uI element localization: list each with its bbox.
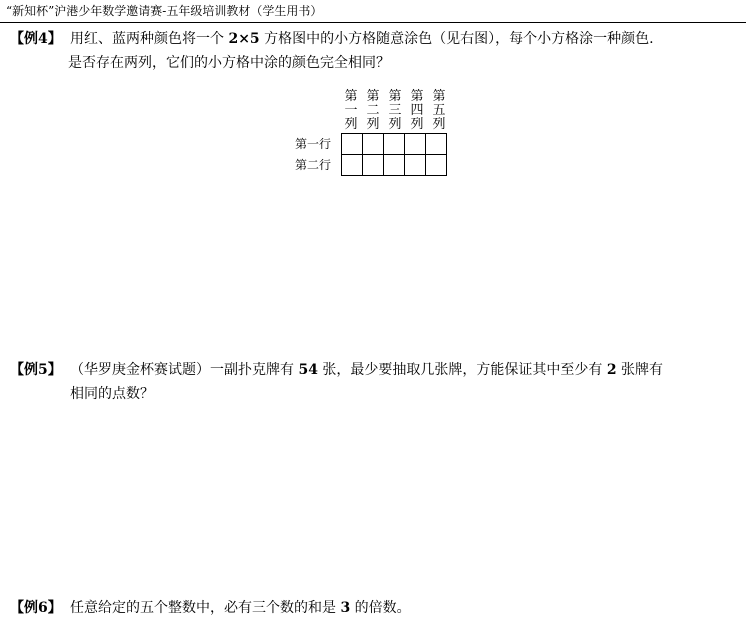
column-header-char: 第 — [388, 89, 402, 104]
text-segment: 张牌有 — [616, 362, 664, 378]
text-segment: 方格图中的小方格随意涂色（见右图），每个小方格涂一种颜色. — [259, 31, 654, 47]
column-header — [432, 90, 446, 132]
problem-text — [70, 596, 746, 620]
problem-text-line2 — [70, 382, 746, 406]
column-header-char: 一 — [344, 103, 358, 118]
column-header-char: 列 — [344, 117, 358, 132]
grid-cell — [363, 134, 384, 155]
text-segment: 张，最少要抽取几张牌，方能保证其中至少有 — [317, 362, 607, 378]
column-header-char: 四 — [410, 103, 424, 118]
column-header — [366, 90, 380, 132]
grid-cell — [426, 155, 447, 176]
row-label: 第一行 — [295, 137, 332, 151]
header-rule — [0, 22, 746, 23]
column-header-char: 第 — [344, 89, 358, 104]
grid-cell — [405, 134, 426, 155]
column-header — [410, 90, 424, 132]
column-header-char: 列 — [432, 117, 446, 132]
column-header-char: 三 — [388, 103, 402, 118]
problem-text — [70, 358, 746, 382]
problem-text — [70, 27, 746, 51]
column-header-char: 第 — [410, 89, 424, 104]
grid-cell — [342, 134, 363, 155]
problem-tag: 【例4】 — [10, 31, 62, 47]
text-segment: 是否存在两列，它们的小方格中涂的颜色完全相同？ — [68, 55, 390, 71]
number: 54 — [298, 362, 318, 378]
column-header-char: 列 — [366, 117, 380, 132]
column-header — [344, 90, 358, 132]
text-segment: 任意给定的五个整数中，必有三个数的和是 — [70, 600, 341, 616]
column-header-char: 列 — [388, 117, 402, 132]
column-header-char: 五 — [432, 103, 446, 118]
problem-tag: 【例6】 — [10, 600, 62, 616]
number: 2 — [606, 362, 617, 378]
text-segment: 用红、蓝两种颜色将一个 — [70, 31, 229, 47]
column-header-char: 二 — [366, 103, 380, 118]
grid-cell — [426, 134, 447, 155]
text-segment: 相同的点数？ — [70, 386, 154, 402]
grid-row — [342, 134, 447, 155]
grid-cell — [363, 155, 384, 176]
document-header: “新知杯”沪港少年数学邀请赛-五年级培训教材（学生用书） — [6, 4, 323, 18]
problem-text-line2 — [68, 51, 744, 75]
column-header-char: 列 — [410, 117, 424, 132]
grid-cell — [384, 134, 405, 155]
grid-row — [342, 155, 447, 176]
coloring-grid — [341, 133, 447, 176]
text-segment: 的倍数。 — [350, 600, 411, 616]
number: 3 — [340, 600, 351, 616]
row-label: 第二行 — [295, 158, 332, 172]
text-segment: （华罗庚金杯赛试题）一副扑克牌有 — [70, 362, 299, 378]
grid-cell — [384, 155, 405, 176]
column-header — [388, 90, 402, 132]
column-header-char: 第 — [366, 89, 380, 104]
column-header-char: 第 — [432, 89, 446, 104]
problem-tag: 【例5】 — [10, 362, 62, 378]
grid-cell — [342, 155, 363, 176]
grid-cell — [405, 155, 426, 176]
grid-dimension: 2×5 — [228, 31, 260, 47]
